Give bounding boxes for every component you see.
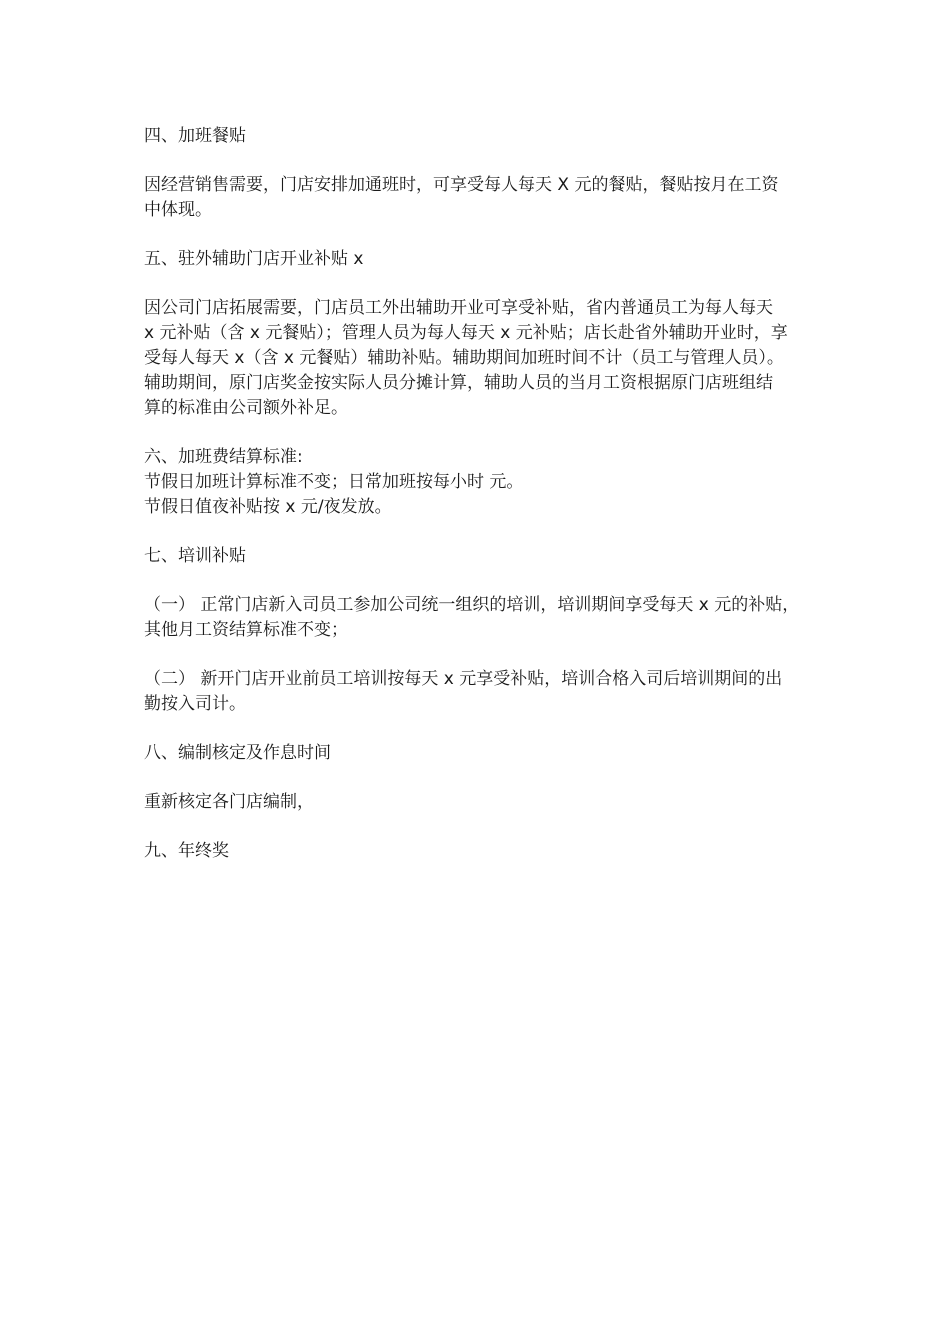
section-heading-staffing: 八、编制核定及作息时间	[144, 743, 331, 763]
section-heading-overtime-standard: 六、加班费结算标准:	[144, 447, 303, 467]
text-line: x 元补贴（含 x 元餐贴）；管理人员为每人每天 x 元补贴；店长赴省外辅助开业时，享	[144, 323, 788, 343]
section-heading-assist-opening: 五、驻外辅助门店开业补贴 x	[144, 249, 364, 269]
text-line: 中体现。	[144, 200, 212, 220]
text-line: 辅助期间，原门店奖金按实际人员分摊计算，辅助人员的当月工资根据原门店班组结	[144, 373, 773, 393]
paragraph-staffing	[144, 790, 816, 815]
document-body	[144, 124, 816, 864]
paragraph-training-item-1	[144, 593, 816, 643]
text-line: 因经营销售需要，门店安排加通班时，可享受每人每天 X 元的餐贴，餐贴按月在工资	[144, 175, 779, 195]
text-line: 算的标准由公司额外补足。	[144, 398, 348, 418]
text-line: 勤按入司计。	[144, 694, 246, 714]
paragraph-assist-opening	[144, 296, 816, 421]
text-line: 节假日值夜补贴按 x 元/夜发放。	[144, 497, 392, 517]
text-line: 因公司门店拓展需要，门店员工外出辅助开业可享受补贴，省内普通员工为每人每天	[144, 298, 773, 318]
text-line: 其他月工资结算标准不变；	[144, 620, 348, 640]
paragraph-training-item-2	[144, 667, 816, 717]
section-heading-training-allowance: 七、培训补贴	[144, 546, 246, 566]
paragraph-meal-allowance	[144, 173, 816, 223]
section-heading-year-end-bonus: 九、年终奖	[144, 841, 229, 861]
section-heading-meal-allowance: 四、加班餐贴	[144, 126, 246, 146]
text-line: （二） 新开门店开业前员工培训按每天 x 元享受补贴，培训合格入司后培训期间的出	[144, 669, 783, 689]
text-line: （一） 正常门店新入司员工参加公司统一组织的培训，培训期间享受每天 x 元的补贴，	[144, 595, 800, 615]
text-line: 节假日加班计算标准不变；日常加班按每小时 元。	[144, 472, 524, 492]
text-line: 重新核定各门店编制，	[144, 792, 314, 812]
text-line: 受每人每天 x（含 x 元餐贴）辅助补贴。辅助期间加班时间不计（员工与管理人员）。	[144, 348, 784, 368]
